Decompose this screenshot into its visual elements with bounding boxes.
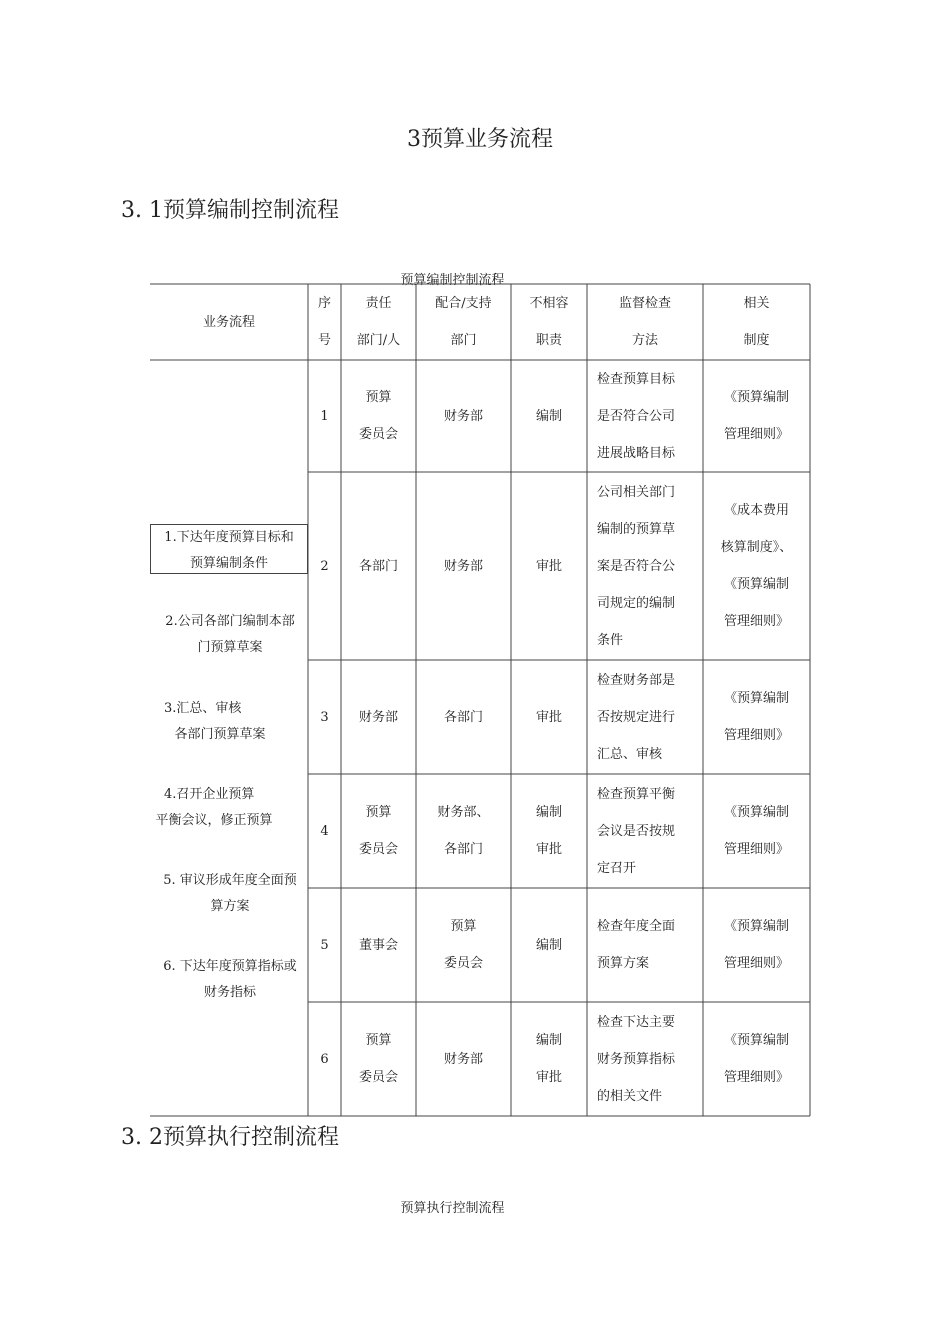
row-1-dept [341,360,416,472]
cell-text: 管理细则》 [723,956,789,971]
row-1-support [416,360,511,472]
cell-text: 财务部 [443,1051,483,1067]
row-6-method [587,1002,703,1116]
header-system [703,284,810,360]
section-heading-budget-preparation: 3. 1预算编制控制流程 [121,198,339,223]
cell-text: 检查年度全面 [597,919,676,934]
cell-text: 《成本费用 [723,503,789,518]
cell-text: 各部门 [443,842,483,857]
row-3-incompatible [511,660,587,774]
cell-text: 财务部 [358,709,398,725]
cell-text: 核算制度》、 [720,540,793,555]
header-dept-line: 责任 [365,296,392,311]
cell-text: 编制的预算草 [597,521,676,537]
header-incompatible-line: 职责 [535,333,562,348]
cell-text: 否按规定进行 [597,709,676,725]
row-2-system [703,472,810,660]
row-4-support [416,774,511,888]
row-6-support [416,1002,511,1116]
cell-text: 管理细则》 [723,614,789,629]
row-5-support [416,888,511,1002]
cell-text: 预算 [365,390,392,405]
row-2-dept [341,472,416,660]
cell-text: 检查预算目标 [597,371,676,387]
cell-text: 财务预算指标 [597,1051,676,1067]
row-5-dept [341,888,416,1002]
row-4-incompatible [511,774,587,888]
header-system-line: 相关 [743,296,770,311]
cell-text: 编制 [535,937,562,953]
cell-text: 财务部 [443,558,483,574]
header-method [587,284,703,360]
row-3-seq [308,660,341,774]
row-2-incompatible [511,472,587,660]
cell-text: 2 [320,558,329,574]
row-3-dept [341,660,416,774]
cell-text: 财务部 [443,408,483,424]
row-1-system [703,360,810,472]
cell-text: 条件 [597,632,624,648]
flow-step-line: 算方案 [210,899,250,914]
flow-step-line: 5. 审议形成年度全面预 [163,873,297,888]
cell-text: 是否符合公司 [597,408,676,424]
flow-step-line: 各部门预算草案 [174,727,266,742]
row-4-dept [341,774,416,888]
header-incompatible-line: 不相容 [529,296,569,311]
flow-step-4 [134,782,294,834]
cell-text: 检查预算平衡 [597,786,676,802]
cell-text: 3 [320,709,329,725]
cell-text: 编制 [535,408,562,424]
header-support-line: 配合/支持 [435,296,492,311]
cell-text: 《预算编制 [723,1033,789,1048]
cell-text: 管理细则》 [723,427,789,442]
flow-step-3 [140,696,300,748]
cell-text: 管理细则》 [723,842,789,857]
flow-step-line: 4.召开企业预算 [164,787,255,802]
cell-text: 进展战略目标 [597,445,676,461]
flow-step-2 [150,609,310,661]
cell-text: 检查下达主要 [597,1014,676,1030]
flow-step-line: 平衡会议，修正预算 [155,813,273,828]
cell-text: 的相关文件 [597,1088,663,1104]
header-incompatible [511,284,587,360]
flow-step-line: 3.汇总、审核 [164,701,242,716]
cell-text: 预算 [365,805,392,820]
cell-text: 《预算编制 [723,577,789,592]
row-5-method [587,888,703,1002]
flow-step-line: 预算编制条件 [189,556,268,571]
cell-text: 董事会 [358,937,398,953]
row-6-dept [341,1002,416,1116]
row-4-seq [308,774,341,888]
cell-text: 5 [320,937,329,953]
cell-text: 《预算编制 [723,805,789,820]
cell-text: 《预算编制 [723,691,789,706]
cell-text: 会议是否按规 [597,823,676,839]
header-support-line: 部门 [450,333,477,348]
cell-text: 财务部、 [437,805,490,820]
cell-text: 委员会 [443,956,483,971]
cell-text: 各部门 [358,558,398,574]
flow-step-line: 6. 下达年度预算指标或 [163,959,297,974]
row-5-incompatible [511,888,587,1002]
cell-text: 委员会 [358,427,398,442]
cell-text: 管理细则》 [723,728,789,743]
flow-step-5 [150,868,310,920]
table-caption-budget-execution: 预算执行控制流程 [400,1201,505,1216]
cell-text: 4 [320,823,329,839]
cell-text: 公司相关部门 [597,484,676,500]
cell-text: 汇总、审核 [597,746,663,762]
cell-text: 定召开 [597,860,637,876]
cell-text: 审批 [535,558,562,574]
flow-step-6 [150,954,310,1006]
row-5-seq [308,888,341,1002]
header-dept [341,284,416,360]
header-seq-line: 号 [317,333,331,348]
row-4-system [703,774,810,888]
flow-step-1 [150,524,308,574]
flow-step-line: 门预算草案 [197,640,263,655]
cell-text: 各部门 [443,709,483,725]
cell-text: 委员会 [358,1070,398,1085]
row-3-system [703,660,810,774]
document-title: 3预算业务流程 [407,127,553,152]
row-3-method [587,660,703,774]
cell-text: 编制 [535,805,562,820]
row-6-seq [308,1002,341,1116]
header-method-line: 方法 [631,333,658,348]
cell-text: 预算 [365,1033,392,1048]
cell-text: 6 [320,1051,329,1067]
header-system-line: 制度 [743,333,770,348]
row-3-support [416,660,511,774]
row-1-method [587,360,703,472]
cell-text: 委员会 [358,842,398,857]
header-support [416,284,511,360]
cell-text: 《预算编制 [723,919,789,934]
cell-text: 审批 [535,842,562,857]
cell-text: 案是否符合公 [597,558,676,574]
cell-text: 检查财务部是 [597,672,676,688]
row-6-system [703,1002,810,1116]
row-1-incompatible [511,360,587,472]
header-flow [150,284,308,360]
cell-text: 预算方案 [597,956,650,971]
header-flow-label: 业务流程 [202,314,255,330]
row-4-method [587,774,703,888]
cell-text: 审批 [535,1070,562,1085]
header-dept-line: 部门/人 [356,333,401,348]
cell-text: 管理细则》 [723,1070,789,1085]
row-2-method [587,472,703,660]
header-seq [308,284,341,360]
cell-text: 1 [320,408,329,424]
table-caption-budget-preparation: 预算编制控制流程 [400,273,505,288]
cell-text: 审批 [535,709,562,725]
flow-step-line: 2.公司各部门编制本部 [165,614,295,629]
row-5-system [703,888,810,1002]
flow-step-line: 财务指标 [203,985,256,1000]
header-seq-line: 序 [317,296,331,311]
header-method-line: 监督检查 [618,296,671,311]
row-2-support [416,472,511,660]
cell-text: 预算 [450,919,477,934]
cell-text: 司规定的编制 [597,595,676,611]
cell-text: 《预算编制 [723,390,789,405]
row-1-seq [308,360,341,472]
cell-text: 编制 [535,1033,562,1048]
row-6-incompatible [511,1002,587,1116]
section-heading-budget-execution: 3. 2预算执行控制流程 [121,1125,339,1150]
row-2-seq [308,472,341,660]
flow-step-line: 1.下达年度预算目标和 [164,530,294,545]
